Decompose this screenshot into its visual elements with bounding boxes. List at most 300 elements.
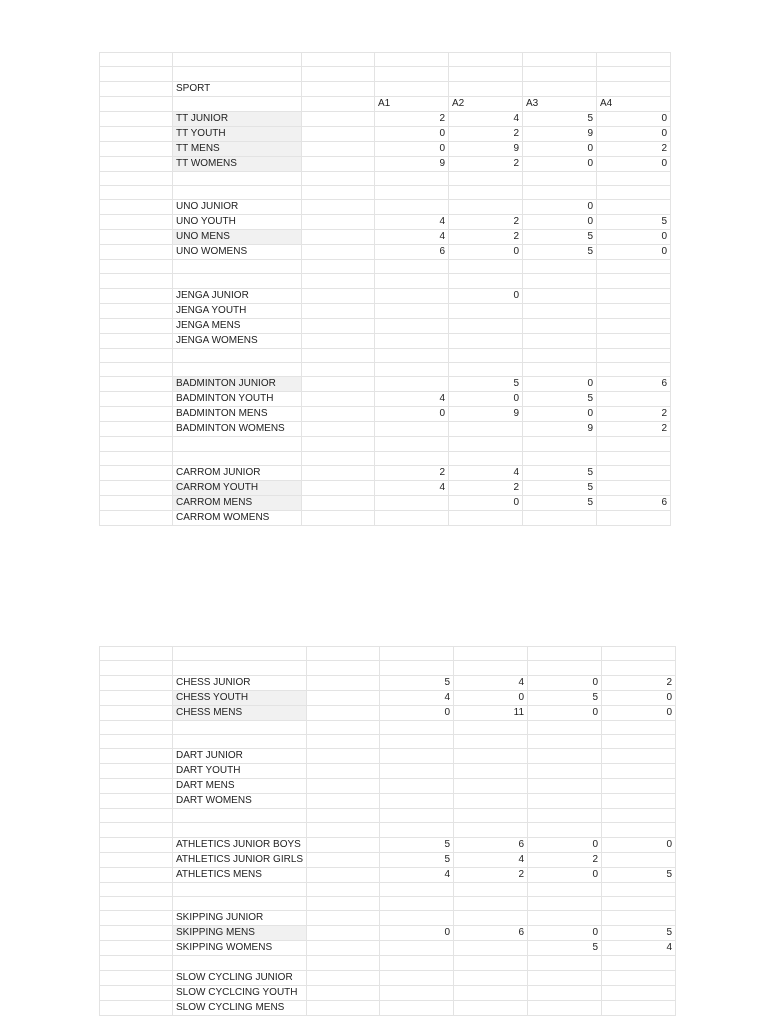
row-label-cell[interactable]: CARROM JUNIOR [173, 465, 302, 480]
value-cell[interactable] [375, 260, 449, 274]
value-cell[interactable]: 2 [449, 230, 523, 245]
value-cell[interactable] [449, 67, 523, 81]
empty-cell[interactable] [100, 126, 173, 141]
row-label-cell[interactable]: TT JUNIOR [173, 111, 302, 126]
empty-cell[interactable] [302, 53, 375, 67]
value-cell[interactable] [597, 171, 671, 185]
value-cell[interactable] [523, 510, 597, 525]
value-cell[interactable] [375, 185, 449, 199]
row-label-cell[interactable]: SKIPPING MENS [173, 926, 307, 941]
empty-cell[interactable] [100, 661, 173, 675]
empty-cell[interactable] [307, 970, 380, 985]
value-cell[interactable]: 2 [597, 422, 671, 437]
value-cell[interactable] [380, 764, 454, 779]
empty-cell[interactable] [302, 407, 375, 422]
value-cell[interactable]: 5 [523, 465, 597, 480]
value-cell[interactable] [597, 274, 671, 288]
value-cell[interactable]: 0 [597, 126, 671, 141]
empty-cell[interactable] [100, 867, 173, 882]
value-cell[interactable] [528, 779, 602, 794]
empty-cell[interactable] [302, 215, 375, 230]
value-cell[interactable] [597, 437, 671, 451]
empty-cell[interactable] [100, 941, 173, 956]
empty-cell[interactable] [100, 81, 173, 96]
value-cell[interactable]: 5 [380, 675, 454, 690]
value-cell[interactable] [454, 720, 528, 734]
empty-cell[interactable] [100, 970, 173, 985]
value-cell[interactable]: 0 [602, 705, 676, 720]
value-cell[interactable] [380, 897, 454, 911]
value-cell[interactable] [602, 809, 676, 823]
value-cell[interactable] [528, 720, 602, 734]
empty-cell[interactable] [307, 809, 380, 823]
empty-cell[interactable] [100, 288, 173, 303]
empty-cell[interactable] [302, 480, 375, 495]
value-cell[interactable]: 4 [380, 867, 454, 882]
empty-cell[interactable] [307, 734, 380, 748]
row-label-cell[interactable]: UNO JUNIOR [173, 200, 302, 215]
value-cell[interactable] [454, 779, 528, 794]
row-label-cell[interactable]: ATHLETICS MENS [173, 867, 307, 882]
row-label-cell[interactable] [173, 348, 302, 362]
value-cell[interactable]: 11 [454, 705, 528, 720]
value-cell[interactable] [449, 185, 523, 199]
value-cell[interactable] [454, 897, 528, 911]
value-cell[interactable] [528, 897, 602, 911]
empty-cell[interactable] [302, 348, 375, 362]
value-cell[interactable]: 2 [528, 852, 602, 867]
value-cell[interactable] [449, 171, 523, 185]
value-cell[interactable] [375, 333, 449, 348]
empty-cell[interactable] [100, 734, 173, 748]
empty-cell[interactable] [302, 377, 375, 392]
value-cell[interactable] [375, 510, 449, 525]
empty-cell[interactable] [307, 956, 380, 970]
value-cell[interactable] [523, 67, 597, 81]
value-cell[interactable] [454, 647, 528, 661]
row-label-cell[interactable]: TT MENS [173, 141, 302, 156]
row-label-cell[interactable] [173, 274, 302, 288]
value-cell[interactable] [597, 303, 671, 318]
value-cell[interactable] [602, 779, 676, 794]
row-label-cell[interactable]: CHESS MENS [173, 705, 307, 720]
empty-cell[interactable] [302, 200, 375, 215]
empty-cell[interactable] [307, 941, 380, 956]
value-cell[interactable] [380, 985, 454, 1000]
value-cell[interactable] [454, 970, 528, 985]
empty-cell[interactable] [307, 647, 380, 661]
empty-cell[interactable] [100, 779, 173, 794]
empty-cell[interactable] [100, 185, 173, 199]
row-label-cell[interactable]: JENGA MENS [173, 318, 302, 333]
value-cell[interactable] [449, 422, 523, 437]
value-cell[interactable] [597, 480, 671, 495]
empty-cell[interactable] [302, 185, 375, 199]
empty-cell[interactable] [100, 363, 173, 377]
empty-cell[interactable] [100, 1000, 173, 1015]
value-cell[interactable]: 4 [375, 392, 449, 407]
value-cell[interactable] [375, 318, 449, 333]
row-label-cell[interactable]: CARROM WOMENS [173, 510, 302, 525]
value-cell[interactable]: 4 [375, 480, 449, 495]
empty-cell[interactable] [100, 437, 173, 451]
value-cell[interactable] [454, 734, 528, 748]
value-cell[interactable]: 2 [602, 675, 676, 690]
value-cell[interactable] [454, 749, 528, 764]
value-cell[interactable] [523, 333, 597, 348]
empty-cell[interactable] [302, 318, 375, 333]
value-cell[interactable]: 2 [597, 407, 671, 422]
row-label-cell[interactable] [173, 956, 307, 970]
row-label-cell[interactable]: DART JUNIOR [173, 749, 307, 764]
empty-cell[interactable] [100, 111, 173, 126]
row-label-cell[interactable] [173, 882, 307, 896]
value-cell[interactable]: 9 [523, 126, 597, 141]
value-cell[interactable]: 0 [380, 705, 454, 720]
empty-cell[interactable] [307, 720, 380, 734]
value-cell[interactable] [523, 81, 597, 96]
value-cell[interactable]: 0 [597, 230, 671, 245]
empty-cell[interactable] [100, 53, 173, 67]
value-cell[interactable] [375, 67, 449, 81]
value-cell[interactable] [602, 720, 676, 734]
empty-cell[interactable] [302, 126, 375, 141]
value-cell[interactable]: 5 [523, 111, 597, 126]
value-cell[interactable] [449, 200, 523, 215]
empty-cell[interactable] [302, 288, 375, 303]
value-cell[interactable] [602, 734, 676, 748]
value-cell[interactable] [454, 941, 528, 956]
value-cell[interactable] [454, 823, 528, 837]
row-label-cell[interactable] [173, 67, 302, 81]
value-cell[interactable] [449, 318, 523, 333]
value-cell[interactable]: 0 [528, 867, 602, 882]
empty-cell[interactable] [302, 230, 375, 245]
value-cell[interactable] [375, 200, 449, 215]
empty-cell[interactable] [302, 260, 375, 274]
value-cell[interactable] [523, 348, 597, 362]
value-cell[interactable] [380, 1000, 454, 1015]
empty-cell[interactable] [302, 81, 375, 96]
empty-cell[interactable] [100, 156, 173, 171]
empty-cell[interactable] [100, 451, 173, 465]
column-header-cell[interactable]: A2 [449, 96, 523, 111]
value-cell[interactable] [449, 333, 523, 348]
empty-cell[interactable] [100, 882, 173, 896]
value-cell[interactable] [523, 303, 597, 318]
empty-cell[interactable] [307, 1000, 380, 1015]
value-cell[interactable] [380, 661, 454, 675]
value-cell[interactable] [602, 956, 676, 970]
empty-cell[interactable] [100, 333, 173, 348]
empty-cell[interactable] [302, 67, 375, 81]
value-cell[interactable] [528, 882, 602, 896]
value-cell[interactable] [523, 451, 597, 465]
value-cell[interactable] [528, 661, 602, 675]
value-cell[interactable] [454, 985, 528, 1000]
value-cell[interactable] [380, 720, 454, 734]
empty-cell[interactable] [302, 333, 375, 348]
value-cell[interactable]: 0 [597, 156, 671, 171]
value-cell[interactable] [380, 823, 454, 837]
value-cell[interactable] [375, 377, 449, 392]
column-header-cell[interactable]: A1 [375, 96, 449, 111]
value-cell[interactable]: 6 [597, 377, 671, 392]
empty-cell[interactable] [100, 749, 173, 764]
row-label-cell[interactable]: TT YOUTH [173, 126, 302, 141]
value-cell[interactable]: 4 [454, 675, 528, 690]
value-cell[interactable] [449, 510, 523, 525]
value-cell[interactable]: 0 [380, 926, 454, 941]
value-cell[interactable] [449, 451, 523, 465]
row-label-cell[interactable]: UNO YOUTH [173, 215, 302, 230]
empty-cell[interactable] [100, 260, 173, 274]
empty-cell[interactable] [307, 911, 380, 926]
empty-cell[interactable] [100, 171, 173, 185]
value-cell[interactable] [602, 1000, 676, 1015]
empty-cell[interactable] [100, 422, 173, 437]
value-cell[interactable]: 0 [375, 126, 449, 141]
empty-cell[interactable] [307, 794, 380, 809]
empty-cell[interactable] [307, 926, 380, 941]
value-cell[interactable] [597, 451, 671, 465]
value-cell[interactable]: 0 [523, 200, 597, 215]
value-cell[interactable]: 2 [449, 480, 523, 495]
value-cell[interactable] [528, 794, 602, 809]
value-cell[interactable] [602, 970, 676, 985]
value-cell[interactable] [449, 53, 523, 67]
row-label-cell[interactable]: SLOW CYCLING JUNIOR [173, 970, 307, 985]
empty-cell[interactable] [302, 245, 375, 260]
value-cell[interactable]: 6 [454, 926, 528, 941]
empty-cell[interactable] [100, 823, 173, 837]
value-cell[interactable] [602, 764, 676, 779]
empty-cell[interactable] [307, 675, 380, 690]
row-label-cell[interactable] [173, 823, 307, 837]
value-cell[interactable]: 9 [449, 407, 523, 422]
empty-cell[interactable] [100, 647, 173, 661]
value-cell[interactable]: 6 [454, 837, 528, 852]
row-label-cell[interactable]: JENGA WOMENS [173, 333, 302, 348]
value-cell[interactable]: 5 [523, 495, 597, 510]
empty-cell[interactable] [100, 897, 173, 911]
value-cell[interactable] [597, 260, 671, 274]
empty-cell[interactable] [302, 437, 375, 451]
value-cell[interactable] [528, 911, 602, 926]
empty-cell[interactable] [100, 794, 173, 809]
empty-cell[interactable] [100, 809, 173, 823]
value-cell[interactable] [375, 348, 449, 362]
value-cell[interactable] [380, 749, 454, 764]
empty-cell[interactable] [100, 675, 173, 690]
value-cell[interactable]: 2 [449, 215, 523, 230]
value-cell[interactable] [602, 794, 676, 809]
value-cell[interactable]: 6 [597, 495, 671, 510]
value-cell[interactable]: 0 [602, 837, 676, 852]
value-cell[interactable] [454, 764, 528, 779]
row-label-cell[interactable]: ATHLETICS JUNIOR GIRLS [173, 852, 307, 867]
value-cell[interactable]: 0 [597, 245, 671, 260]
empty-cell[interactable] [100, 705, 173, 720]
value-cell[interactable]: 2 [375, 465, 449, 480]
row-label-cell[interactable]: BADMINTON JUNIOR [173, 377, 302, 392]
empty-cell[interactable] [302, 111, 375, 126]
value-cell[interactable] [449, 274, 523, 288]
empty-cell[interactable] [307, 837, 380, 852]
empty-cell[interactable] [302, 303, 375, 318]
value-cell[interactable] [380, 956, 454, 970]
value-cell[interactable] [597, 53, 671, 67]
value-cell[interactable] [597, 67, 671, 81]
row-label-cell[interactable]: BADMINTON YOUTH [173, 392, 302, 407]
empty-cell[interactable] [302, 510, 375, 525]
value-cell[interactable]: 0 [523, 377, 597, 392]
value-cell[interactable] [523, 288, 597, 303]
value-cell[interactable] [375, 53, 449, 67]
value-cell[interactable]: 5 [528, 690, 602, 705]
value-cell[interactable]: 0 [449, 495, 523, 510]
value-cell[interactable]: 0 [528, 705, 602, 720]
row-label-cell[interactable]: CARROM MENS [173, 495, 302, 510]
value-cell[interactable] [454, 1000, 528, 1015]
empty-cell[interactable] [100, 303, 173, 318]
value-cell[interactable] [380, 647, 454, 661]
value-cell[interactable] [454, 794, 528, 809]
empty-cell[interactable] [100, 348, 173, 362]
row-label-cell[interactable] [173, 260, 302, 274]
row-label-cell[interactable]: SLOW CYCLCING YOUTH [173, 985, 307, 1000]
value-cell[interactable] [602, 749, 676, 764]
value-cell[interactable]: 4 [449, 111, 523, 126]
value-cell[interactable]: 0 [449, 245, 523, 260]
row-label-cell[interactable]: BADMINTON WOMENS [173, 422, 302, 437]
empty-cell[interactable] [307, 764, 380, 779]
value-cell[interactable] [454, 661, 528, 675]
row-label-cell[interactable]: SLOW CYCLING MENS [173, 1000, 307, 1015]
empty-cell[interactable] [100, 690, 173, 705]
empty-cell[interactable] [100, 495, 173, 510]
value-cell[interactable] [380, 882, 454, 896]
column-header-cell[interactable]: A4 [597, 96, 671, 111]
row-label-cell[interactable]: SKIPPING JUNIOR [173, 911, 307, 926]
row-label-cell[interactable]: CARROM YOUTH [173, 480, 302, 495]
empty-cell[interactable] [307, 867, 380, 882]
row-label-cell[interactable]: DART WOMENS [173, 794, 307, 809]
row-label-cell[interactable] [173, 451, 302, 465]
value-cell[interactable] [375, 363, 449, 377]
empty-cell[interactable] [302, 363, 375, 377]
value-cell[interactable] [375, 422, 449, 437]
value-cell[interactable]: 2 [449, 126, 523, 141]
value-cell[interactable]: 5 [523, 480, 597, 495]
empty-cell[interactable] [100, 911, 173, 926]
row-label-cell[interactable]: DART YOUTH [173, 764, 307, 779]
empty-cell[interactable] [100, 407, 173, 422]
empty-cell[interactable] [100, 465, 173, 480]
empty-cell[interactable] [307, 705, 380, 720]
value-cell[interactable] [597, 318, 671, 333]
empty-cell[interactable] [307, 897, 380, 911]
empty-cell[interactable] [302, 422, 375, 437]
value-cell[interactable]: 0 [523, 141, 597, 156]
column-header-cell[interactable]: A3 [523, 96, 597, 111]
value-cell[interactable] [528, 970, 602, 985]
empty-cell[interactable] [100, 318, 173, 333]
row-label-cell[interactable] [173, 897, 307, 911]
value-cell[interactable] [380, 911, 454, 926]
value-cell[interactable] [523, 185, 597, 199]
value-cell[interactable] [380, 779, 454, 794]
empty-cell[interactable] [100, 67, 173, 81]
value-cell[interactable] [449, 303, 523, 318]
value-cell[interactable] [375, 81, 449, 96]
value-cell[interactable] [597, 392, 671, 407]
empty-cell[interactable] [100, 764, 173, 779]
empty-cell[interactable] [100, 392, 173, 407]
value-cell[interactable] [454, 911, 528, 926]
empty-cell[interactable] [100, 274, 173, 288]
value-cell[interactable] [602, 985, 676, 1000]
value-cell[interactable]: 9 [523, 422, 597, 437]
value-cell[interactable] [597, 510, 671, 525]
value-cell[interactable]: 5 [602, 867, 676, 882]
value-cell[interactable] [602, 882, 676, 896]
row-label-cell[interactable]: CHESS JUNIOR [173, 675, 307, 690]
empty-cell[interactable] [302, 156, 375, 171]
value-cell[interactable]: 4 [375, 215, 449, 230]
value-cell[interactable] [375, 171, 449, 185]
value-cell[interactable] [449, 260, 523, 274]
row-label-cell[interactable] [173, 661, 307, 675]
value-cell[interactable] [602, 897, 676, 911]
empty-cell[interactable] [100, 720, 173, 734]
row-label-cell[interactable]: SPORT [173, 81, 302, 96]
value-cell[interactable] [380, 809, 454, 823]
empty-cell[interactable] [100, 480, 173, 495]
empty-cell[interactable] [307, 823, 380, 837]
value-cell[interactable]: 2 [454, 867, 528, 882]
value-cell[interactable] [375, 288, 449, 303]
value-cell[interactable] [523, 318, 597, 333]
row-label-cell[interactable] [173, 96, 302, 111]
empty-cell[interactable] [302, 451, 375, 465]
value-cell[interactable]: 0 [597, 111, 671, 126]
empty-cell[interactable] [100, 230, 173, 245]
value-cell[interactable] [602, 852, 676, 867]
row-label-cell[interactable] [173, 53, 302, 67]
empty-cell[interactable] [100, 215, 173, 230]
empty-cell[interactable] [307, 690, 380, 705]
value-cell[interactable] [528, 734, 602, 748]
empty-cell[interactable] [302, 141, 375, 156]
value-cell[interactable] [602, 647, 676, 661]
row-label-cell[interactable]: UNO WOMENS [173, 245, 302, 260]
value-cell[interactable]: 0 [375, 407, 449, 422]
value-cell[interactable] [380, 970, 454, 985]
value-cell[interactable]: 0 [528, 675, 602, 690]
empty-cell[interactable] [100, 837, 173, 852]
value-cell[interactable] [528, 1000, 602, 1015]
value-cell[interactable] [449, 348, 523, 362]
row-label-cell[interactable]: SKIPPING WOMENS [173, 941, 307, 956]
empty-cell[interactable] [307, 985, 380, 1000]
empty-cell[interactable] [100, 926, 173, 941]
value-cell[interactable]: 0 [528, 837, 602, 852]
value-cell[interactable]: 4 [375, 230, 449, 245]
value-cell[interactable] [375, 274, 449, 288]
empty-cell[interactable] [307, 852, 380, 867]
row-label-cell[interactable]: JENGA YOUTH [173, 303, 302, 318]
